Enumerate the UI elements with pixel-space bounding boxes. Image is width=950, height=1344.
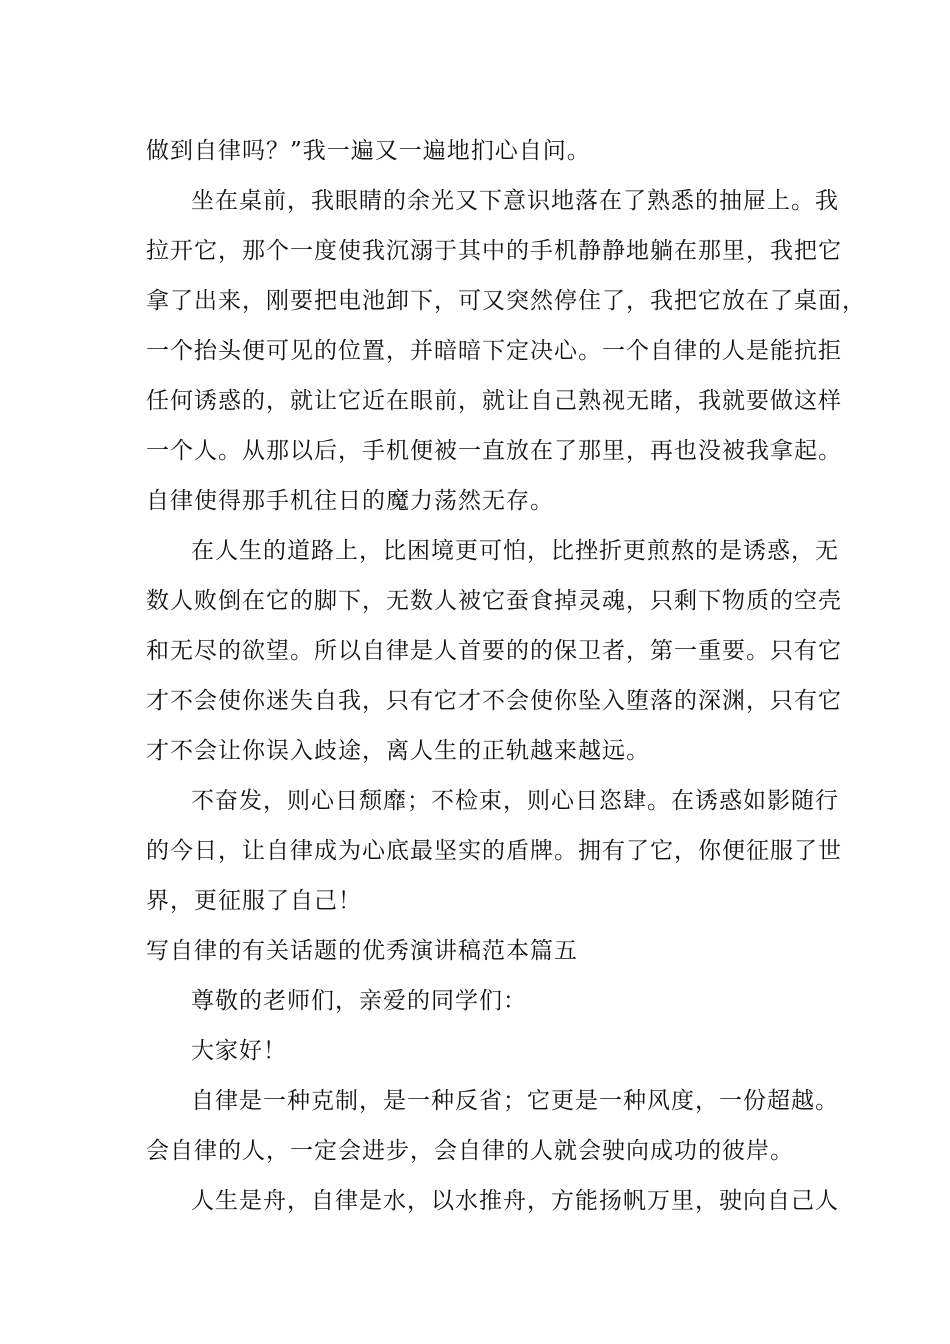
paragraph-start-line: 人生是舟，自律是水，以水推舟，方能扬帆万里，驶向自己人 <box>191 1188 839 1214</box>
text-line: 才不会使你迷失自我，只有它才不会使你坠入堕落的深渊，只有它 <box>146 688 842 714</box>
section-heading: 写自律的有关话题的优秀演讲稿范本篇五 <box>146 938 578 964</box>
salutation-line: 尊敬的老师们，亲爱的同学们： <box>191 988 527 1014</box>
paragraph-start-line: 坐在桌前，我眼睛的余光又下意识地落在了熟悉的抽屉上。我 <box>191 188 839 214</box>
text-line: 任何诱惑的，就让它近在眼前，就让自己熟视无睹，我就要做这样 <box>146 388 842 414</box>
text-line: 做到自律吗？”我一遍又一遍地扪心自问。 <box>146 138 591 164</box>
text-line: 数人败倒在它的脚下，无数人被它蚕食掉灵魂，只剩下物质的空壳 <box>146 588 842 614</box>
text-line: 拿了出来，刚要把电池卸下，可又突然停住了，我把它放在了桌面， <box>146 288 866 314</box>
text-line: 自律使得那手机往日的魔力荡然无存。 <box>146 488 554 514</box>
text-line: 和无尽的欲望。所以自律是人首要的的保卫者，第一重要。只有它 <box>146 638 842 664</box>
text-line: 一个抬头便可见的位置，并暗暗下定决心。一个自律的人是能抗拒 <box>146 338 842 364</box>
greeting-line: 大家好！ <box>191 1038 287 1064</box>
text-line: 拉开它，那个一度使我沉溺于其中的手机静静地躺在那里，我把它 <box>146 238 842 264</box>
text-line: 的今日，让自律成为心底最坚实的盾牌。拥有了它，你便征服了世 <box>146 838 842 864</box>
text-line: 界，更征服了自己！ <box>146 888 362 914</box>
text-line: 才不会让你误入歧途，离人生的正轨越来越远。 <box>146 738 650 764</box>
text-line: 一个人。从那以后，手机便被一直放在了那里，再也没被我拿起。 <box>146 438 842 464</box>
text-line: 会自律的人，一定会进步，会自律的人就会驶向成功的彼岸。 <box>146 1138 794 1164</box>
paragraph-start-line: 自律是一种克制，是一种反省；它更是一种风度，一份超越。 <box>191 1088 839 1114</box>
paragraph-start-line: 不奋发，则心日颓靡；不检束，则心日恣肆。在诱惑如影随行 <box>191 788 839 814</box>
paragraph-start-line: 在人生的道路上，比困境更可怕，比挫折更煎熬的是诱惑，无 <box>191 538 839 564</box>
